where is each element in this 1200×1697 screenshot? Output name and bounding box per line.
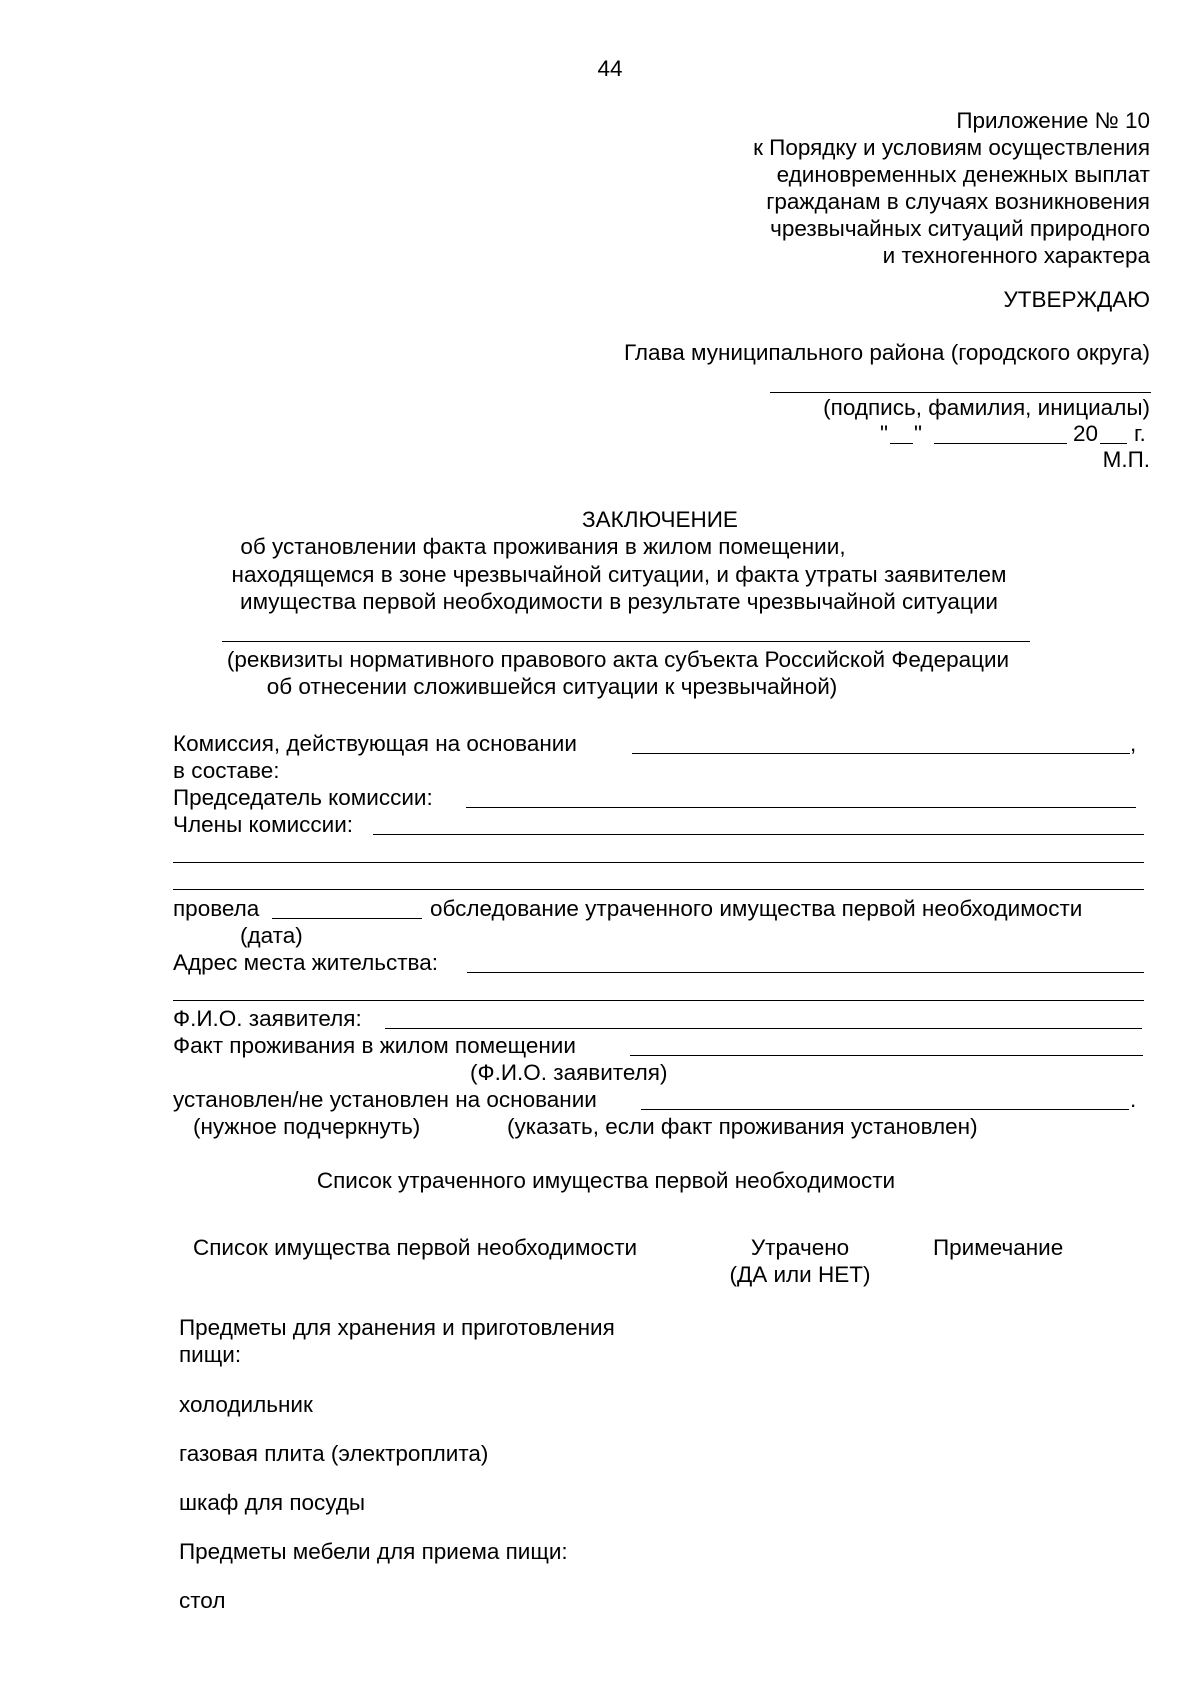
approval-year-suffix: г. (1134, 421, 1146, 446)
applicant-name-field[interactable] (385, 1028, 1142, 1029)
list-item-line: Предметы для хранения и приготовления (179, 1315, 615, 1340)
list-item: стол (179, 1588, 226, 1613)
address-field[interactable] (467, 972, 1144, 973)
list-item: Предметы мебели для приема пищи: (179, 1539, 568, 1564)
inspection-date-field[interactable] (272, 918, 422, 919)
appendix-line: единовременных денежных выплат (776, 162, 1150, 187)
members-field[interactable] (373, 834, 1144, 835)
date-caption: (дата) (240, 923, 303, 948)
approval-month-field[interactable] (934, 443, 1067, 444)
conclusion-title: ЗАКЛЮЧЕНИЕ (582, 507, 738, 532)
appendix-line: и техногенного характера (882, 243, 1150, 268)
commission-basis-field[interactable] (632, 753, 1130, 754)
underline-caption: (нужное подчеркнуть) (193, 1114, 421, 1139)
members-field-line-2[interactable] (173, 862, 1144, 863)
signature-line[interactable] (770, 392, 1151, 393)
column-header-items: Список имущества первой необходимости (193, 1235, 638, 1260)
approval-position: Глава муниципального района (городского округа) (623, 340, 1150, 365)
conclusion-subtitle-line: об установлении факта проживания в жилом помещении, (240, 534, 846, 559)
requisites-line[interactable] (222, 641, 1030, 642)
approval-date-close: " (914, 421, 922, 446)
address-label: Адрес места жительства: (173, 950, 439, 975)
requisites-caption-line: об отнесении сложившейся ситуации к чрезвычайной) (266, 674, 838, 699)
approval-title: УТВЕРЖДАЮ (1003, 287, 1150, 312)
appendix-line: к Порядку и условиям осуществления (753, 135, 1150, 160)
commission-basis-label: Комиссия, действующая на основании (173, 731, 577, 756)
residence-fact-field[interactable] (630, 1055, 1143, 1056)
column-header-lost (700, 1234, 900, 1288)
inspection-label: обследование утраченного имущества первой необходимости (430, 896, 1083, 921)
appendix-line: чрезвычайных ситуаций природного (770, 216, 1150, 241)
appendix-line: Приложение № 10 (956, 108, 1150, 133)
list-item (179, 1314, 615, 1368)
indicate-caption: (указать, если факт проживания установлен) (507, 1114, 978, 1139)
established-period: . (1130, 1087, 1137, 1112)
list-item: холодильник (179, 1392, 313, 1417)
applicant-name-label: Ф.И.О. заявителя: (173, 1006, 362, 1031)
members-field-line-3[interactable] (173, 889, 1144, 890)
members-label: Члены комиссии: (173, 812, 354, 837)
appendix-block (630, 107, 1150, 269)
page-number: 44 (597, 56, 623, 81)
conclusion-subtitle-line: имущества первой необходимости в результате чрезвычайной ситуации (240, 589, 998, 614)
column-header-lost-line: (ДА или НЕТ) (729, 1262, 871, 1287)
stamp-label: М.П. (1102, 447, 1150, 472)
appendix-line: гражданам в случаях возникновения (766, 189, 1150, 214)
applicant-caption: (Ф.И.О. заявителя) (470, 1060, 668, 1085)
established-label: установлен/не установлен на основании (173, 1087, 597, 1112)
requisites-caption-line: (реквизиты нормативного правового акта субъекта Российской Федерации (226, 647, 1010, 672)
approval-day-field[interactable] (890, 443, 913, 444)
chairman-label: Председатель комиссии: (173, 785, 433, 810)
chairman-field[interactable] (466, 807, 1136, 808)
address-field-line-2[interactable] (173, 1000, 1144, 1001)
column-header-lost-line: Утрачено (750, 1235, 850, 1260)
approval-year-prefix: 20 (1073, 421, 1099, 446)
composition-label: в составе: (173, 758, 280, 783)
list-item: газовая плита (электроплита) (179, 1441, 489, 1466)
established-basis-field[interactable] (641, 1109, 1129, 1110)
approval-date-open: " (880, 421, 888, 446)
list-item: шкаф для посуды (179, 1490, 366, 1515)
conducted-label: провела (173, 896, 260, 921)
residence-fact-label: Факт проживания в жилом помещении (173, 1033, 576, 1058)
signature-caption: (подпись, фамилия, инициалы) (823, 395, 1150, 420)
column-header-note: Примечание (933, 1235, 1064, 1260)
approval-year-field[interactable] (1100, 443, 1127, 444)
commission-basis-comma: , (1130, 731, 1137, 756)
list-title: Список утраченного имущества первой необходимости (316, 1168, 896, 1193)
conclusion-subtitle-line: находящемся в зоне чрезвычайной ситуации, и факта утраты заявителем (231, 562, 1007, 587)
list-item-line: пищи: (179, 1342, 242, 1367)
